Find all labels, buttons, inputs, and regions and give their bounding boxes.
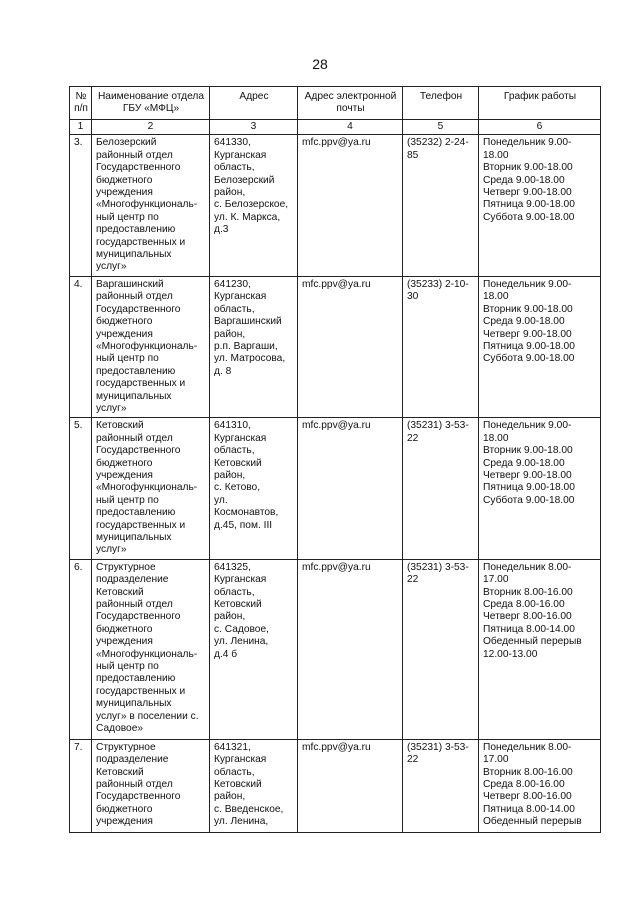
address-line: ул. Ленина, xyxy=(214,636,269,648)
table-row xyxy=(70,135,601,276)
address-line: Кетовский xyxy=(214,599,262,611)
work-schedule-line: Пятница 9.00-18.00 xyxy=(483,482,575,494)
phone-number-line: (35231) 3-53- xyxy=(407,741,469,753)
department-name-line: бюджетного xyxy=(96,316,153,328)
work-schedule-line: Четверг 8.00-16.00 xyxy=(483,791,572,803)
address-line: район, xyxy=(214,611,246,623)
address-line: с. Введенское, xyxy=(214,803,284,815)
department-name-line: государственных и xyxy=(96,685,186,697)
address xyxy=(210,559,298,739)
department-name-line: государственных и xyxy=(96,236,186,248)
page-number: 28 xyxy=(312,56,328,72)
work-schedule-line: Среда 9.00-18.00 xyxy=(483,316,565,328)
address-line: Кетовский xyxy=(214,457,262,469)
department-name-line: учреждения xyxy=(96,816,153,828)
work-schedule xyxy=(479,276,601,417)
email-address[interactable]: mfc.ppv@ya.ru xyxy=(298,276,403,417)
header-email: Адрес электронной почты xyxy=(298,87,403,120)
header-schedule: График работы xyxy=(479,87,601,120)
column-number: 5 xyxy=(403,120,479,135)
department-name-line: ный центр по xyxy=(96,211,159,223)
column-number: 2 xyxy=(92,120,210,135)
department-name-line: Государственного xyxy=(96,791,181,803)
column-number: 3 xyxy=(210,120,298,135)
row-number: 4. xyxy=(70,276,92,417)
address-line: 641321, xyxy=(214,741,251,753)
address xyxy=(210,739,298,832)
column-number: 1 xyxy=(70,120,92,135)
work-schedule-line: Обеденный перерыв xyxy=(483,816,582,828)
work-schedule-line: Вторник 9.00-18.00 xyxy=(483,303,573,315)
department-name-line: районный отдел xyxy=(96,291,173,303)
department-name-line: муниципальных xyxy=(96,698,172,710)
row-number: 7. xyxy=(70,739,92,832)
address-line: ул. К. Маркса, xyxy=(214,211,281,223)
work-schedule-line: Четверг 9.00-18.00 xyxy=(483,187,572,199)
email-address[interactable]: mfc.ppv@ya.ru xyxy=(298,418,403,559)
department-name xyxy=(92,418,210,559)
work-schedule-line: Четверг 9.00-18.00 xyxy=(483,328,572,340)
address-line: область, xyxy=(214,586,255,598)
work-schedule xyxy=(479,739,601,832)
table-header-row xyxy=(70,87,601,120)
department-name-line: муниципальных xyxy=(96,390,172,402)
department-name-line: районный отдел xyxy=(96,432,173,444)
department-name-line: предоставлению xyxy=(96,673,176,685)
work-schedule-line: 17.00 xyxy=(483,574,509,586)
address-line: д.4 б xyxy=(214,648,238,660)
department-name-line: муниципальных xyxy=(96,249,172,261)
work-schedule-line: Понедельник 9.00- xyxy=(483,278,572,290)
department-name xyxy=(92,559,210,739)
address-line: р.п. Варгаши, xyxy=(214,340,278,352)
department-name-line: районный отдел xyxy=(96,779,173,791)
address-line: 641325, xyxy=(214,561,251,573)
department-name-line: подразделение xyxy=(96,574,169,586)
department-name-line: Кетовский xyxy=(96,766,144,778)
address-line: ул. Матросова, xyxy=(214,353,286,365)
address-line: Курганская xyxy=(214,574,267,586)
work-schedule-line: Понедельник 8.00- xyxy=(483,741,572,753)
work-schedule-line: Среда 8.00-16.00 xyxy=(483,599,565,611)
address-line: д.45, пом. III xyxy=(214,519,273,531)
department-name-line: Кетовский xyxy=(96,420,144,432)
work-schedule-line: Пятница 9.00-18.00 xyxy=(483,340,575,352)
header-department-name: Наименование отдела ГБУ «МФЦ» xyxy=(92,87,210,120)
email-address[interactable]: mfc.ppv@ya.ru xyxy=(298,739,403,832)
address-line: район, xyxy=(214,187,246,199)
department-name-line: ный центр по xyxy=(96,494,159,506)
address-line: район, xyxy=(214,791,246,803)
department-name-line: «Многофункциональ- xyxy=(96,482,198,494)
work-schedule-line: Среда 8.00-16.00 xyxy=(483,779,565,791)
column-number: 4 xyxy=(298,120,403,135)
phone-number-line: (35231) 3-53- xyxy=(407,561,469,573)
phone-number-line: 22 xyxy=(407,754,419,766)
work-schedule-line: Понедельник 9.00- xyxy=(483,137,572,149)
work-schedule-line: Вторник 9.00-18.00 xyxy=(483,445,573,457)
work-schedule-line: Обеденный перерыв xyxy=(483,636,582,648)
work-schedule-line: Среда 9.00-18.00 xyxy=(483,174,565,186)
department-name-line: Государственного xyxy=(96,303,181,315)
address-line: 641330, xyxy=(214,137,251,149)
work-schedule-line: Суббота 9.00-18.00 xyxy=(483,211,575,223)
department-name-line: Варгашинский xyxy=(96,278,164,290)
table-row xyxy=(70,559,601,739)
address-line: область, xyxy=(214,303,255,315)
address-line: Кетовский xyxy=(214,779,262,791)
phone-number xyxy=(403,559,479,739)
phone-number-line: (35233) 2-10- xyxy=(407,278,469,290)
header-number: № п/п xyxy=(70,87,92,120)
department-name-line: Государственного xyxy=(96,445,181,457)
address-line: с. Садовое, xyxy=(214,623,269,635)
address xyxy=(210,135,298,276)
phone-number-line: 85 xyxy=(407,149,419,161)
department-name-line: ный центр по xyxy=(96,661,159,673)
work-schedule-line: Вторник 8.00-16.00 xyxy=(483,586,573,598)
address-line: Курганская xyxy=(214,754,267,766)
address-line: с. Кетово, xyxy=(214,482,261,494)
address-line: Космонавтов, xyxy=(214,507,279,519)
work-schedule-line: Пятница 9.00-18.00 xyxy=(483,199,575,211)
department-name-line: государственных и xyxy=(96,519,186,531)
department-name-line: государственных и xyxy=(96,378,186,390)
address-line: Белозерский xyxy=(214,174,275,186)
work-schedule-line: Четверг 9.00-18.00 xyxy=(483,469,572,481)
department-name-line: Белозерский xyxy=(96,137,157,149)
table-row xyxy=(70,739,601,832)
phone-number xyxy=(403,739,479,832)
address-line: д. 8 xyxy=(214,365,232,377)
address xyxy=(210,418,298,559)
address-line: Курганская xyxy=(214,432,267,444)
work-schedule-line: Понедельник 9.00- xyxy=(483,420,572,432)
department-name-line: Структурное xyxy=(96,561,156,573)
department-name-line: Государственного xyxy=(96,162,181,174)
department-name xyxy=(92,739,210,832)
department-name-line: услуг» xyxy=(96,544,127,556)
address-line: д.3 xyxy=(214,224,229,236)
department-name-line: учреждения xyxy=(96,328,153,340)
phone-number-line: (35232) 2-24- xyxy=(407,137,469,149)
email-address[interactable]: mfc.ppv@ya.ru xyxy=(298,559,403,739)
department-name-line: «Многофункциональ- xyxy=(96,648,198,660)
address-line: 641230, xyxy=(214,278,251,290)
work-schedule-line: 18.00 xyxy=(483,149,509,161)
work-schedule xyxy=(479,418,601,559)
row-number: 6. xyxy=(70,559,92,739)
row-number: 3. xyxy=(70,135,92,276)
department-name-line: районный отдел xyxy=(96,599,173,611)
address-line: 641310, xyxy=(214,420,251,432)
address-line: Курганская xyxy=(214,291,267,303)
department-name-line: бюджетного xyxy=(96,803,153,815)
department-name-line: муниципальных xyxy=(96,532,172,543)
address-line: область, xyxy=(214,766,255,778)
department-name-line: услуг» xyxy=(96,402,127,414)
work-schedule-line: Суббота 9.00-18.00 xyxy=(483,353,575,365)
address-line: область, xyxy=(214,445,255,457)
address-line: Курганская xyxy=(214,149,267,161)
phone-number-line: 22 xyxy=(407,574,419,586)
work-schedule-line: 12.00-13.00 xyxy=(483,648,538,660)
phone-number-line: (35231) 3-53- xyxy=(407,420,469,432)
work-schedule-line: Суббота 9.00-18.00 xyxy=(483,494,575,506)
phone-number-line: 22 xyxy=(407,432,419,444)
work-schedule xyxy=(479,135,601,276)
work-schedule-line: Среда 9.00-18.00 xyxy=(483,457,565,469)
address-line: район, xyxy=(214,469,246,481)
table-row xyxy=(70,276,601,417)
department-name-line: районный отдел xyxy=(96,149,173,161)
department-name-line: Государственного xyxy=(96,611,181,623)
department-name-line: Кетовский xyxy=(96,586,144,598)
phone-number xyxy=(403,135,479,276)
address-line: ул. xyxy=(214,494,228,506)
department-name xyxy=(92,276,210,417)
email-address[interactable]: mfc.ppv@ya.ru xyxy=(298,135,403,276)
address-line: область, xyxy=(214,162,255,174)
row-number: 5. xyxy=(70,418,92,559)
department-name xyxy=(92,135,210,276)
work-schedule-line: 18.00 xyxy=(483,432,509,444)
work-schedule-line: Вторник 8.00-16.00 xyxy=(483,766,573,778)
department-name-line: бюджетного xyxy=(96,623,153,635)
work-schedule-line: Четверг 8.00-16.00 xyxy=(483,611,572,623)
work-schedule-line: 18.00 xyxy=(483,291,509,303)
department-name-line: Структурное xyxy=(96,741,156,753)
work-schedule-line: Вторник 9.00-18.00 xyxy=(483,162,573,174)
address-line: с. Белозерское, xyxy=(214,199,289,211)
work-schedule-line: Пятница 8.00-14.00 xyxy=(483,623,575,635)
department-name-line: услуг» xyxy=(96,261,127,273)
column-number-row xyxy=(70,120,601,135)
work-schedule-line: 17.00 xyxy=(483,754,509,766)
department-name-line: учреждения xyxy=(96,187,153,199)
work-schedule-line: Пятница 8.00-14.00 xyxy=(483,803,575,815)
address-line: район, xyxy=(214,328,246,340)
phone-number xyxy=(403,276,479,417)
address-line: Варгашинский xyxy=(214,316,282,328)
department-name-line: предоставлению xyxy=(96,224,176,236)
phone-number xyxy=(403,418,479,559)
column-number: 6 xyxy=(479,120,601,135)
work-schedule-line: Понедельник 8.00- xyxy=(483,561,572,573)
header-phone: Телефон xyxy=(403,87,479,120)
department-name-line: ный центр по xyxy=(96,353,159,365)
address xyxy=(210,276,298,417)
department-name-line: Садовое» xyxy=(96,723,144,735)
department-name-line: «Многофункциональ- xyxy=(96,340,198,352)
table-row xyxy=(70,418,601,559)
phone-number-line: 30 xyxy=(407,291,419,303)
department-name-line: учреждения xyxy=(96,636,153,648)
department-name-line: услуг» в поселении с. xyxy=(96,710,199,722)
department-name-line: предоставлению xyxy=(96,365,176,377)
department-name-line: учреждения xyxy=(96,469,153,481)
address-line: ул. Ленина, xyxy=(214,816,269,828)
department-name-line: «Многофункциональ- xyxy=(96,199,198,211)
work-schedule xyxy=(479,559,601,739)
department-name-line: предоставлению xyxy=(96,507,176,519)
department-name-line: бюджетного xyxy=(96,174,153,186)
department-name-line: бюджетного xyxy=(96,457,153,469)
mfc-departments-table xyxy=(69,86,601,833)
department-name-line: подразделение xyxy=(96,754,169,766)
header-address: Адрес xyxy=(210,87,298,120)
